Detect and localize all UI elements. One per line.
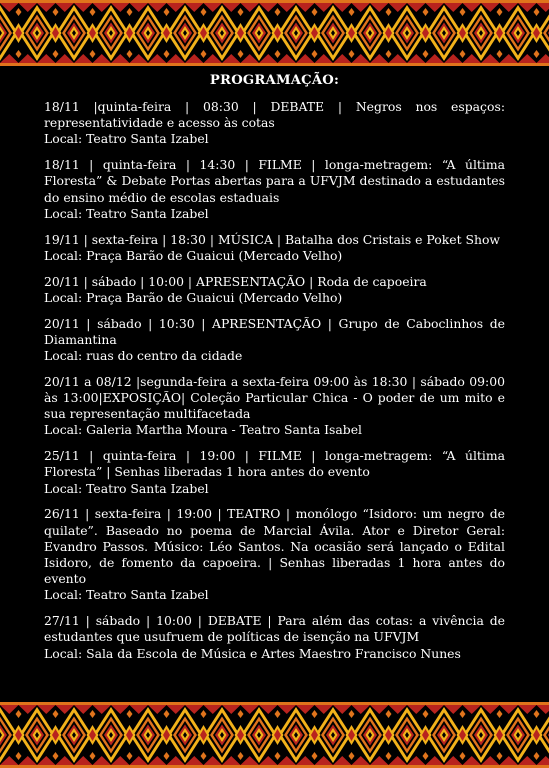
program-content [44, 72, 505, 671]
event-item [44, 157, 505, 222]
bottom-pattern-border [0, 702, 549, 768]
event-location: Local: Teatro Santa Izabel [44, 587, 209, 603]
event-location: Local: Teatro Santa Izabel [44, 480, 209, 496]
event-description: 20/11 | sábado | 10:30 | APRESENTAÇÃO | Grupo de Caboclinhos de Diamantina [44, 315, 505, 347]
event-description: 25/11 | quinta-feira | 19:00 | FILME | longa-metragem: “A última Floresta” | Senhas liberadas 1 hora antes do evento [44, 448, 505, 480]
event-location: Local: ruas do centro da cidade [44, 348, 243, 364]
event-item [44, 232, 505, 264]
top-pattern-border [0, 0, 549, 66]
diamond-pattern-top [0, 0, 549, 66]
event-item [44, 316, 505, 365]
event-item [44, 613, 505, 662]
event-item [44, 99, 505, 148]
event-list [44, 99, 505, 662]
event-description: 18/11 |quinta-feira | 08:30 | DEBATE | Negros nos espaços: representatividade e acesso às cotas [44, 99, 505, 131]
event-description: 20/11 a 08/12 |segunda-feira a sexta-feira 09:00 às 18:30 | sábado 09:00 às 13:00|EXPOSIÇÃO| Coleção Particular Chica - O poder de um mito e sua representação multifacetada [44, 373, 505, 422]
event-item [44, 448, 505, 497]
event-description: 27/11 | sábado | 10:00 | DEBATE | Para além das cotas: a vivência de estudantes que usufruem de políticas de isenção na UFVJM [44, 613, 505, 645]
event-item [44, 506, 505, 603]
event-location: Local: Praça Barão de Guaicui (Mercado Velho) [44, 289, 343, 305]
event-location: Local: Teatro Santa Izabel [44, 131, 209, 147]
event-item [44, 374, 505, 439]
event-item [44, 274, 505, 306]
page-title: PROGRAMAÇÃO: [209, 73, 340, 88]
diamond-pattern-bottom [0, 702, 549, 768]
event-location: Local: Galeria Martha Moura - Teatro Santa Isabel [44, 422, 363, 438]
event-location: Local: Sala da Escola de Música e Artes Maestro Francisco Nunes [44, 645, 461, 661]
event-description: 20/11 | sábado | 10:00 | APRESENTAÇÃO | Roda de capoeira [44, 273, 427, 289]
event-location: Local: Teatro Santa Izabel [44, 205, 209, 221]
event-description: 26/11 | sexta-feira | 19:00 | TEATRO | monólogo “Isidoro: um negro de quilate”. Baseado no poema de Marcial Ávila. Ator e Diretor Geral: Evandro Passos. Músico: Léo Santos. Na ocasião será lançado o Edital Isidoro, de fomento da capoeira. | Senhas liberadas 1 hora antes do evento [44, 506, 505, 587]
event-location: Local: Praça Barão de Guaicui (Mercado Velho) [44, 247, 343, 263]
event-description: 19/11 | sexta-feira | 18:30 | MÚSICA | Batalha dos Cristais e Poket Show [44, 231, 501, 247]
event-description: 18/11 | quinta-feira | 14:30 | FILME | longa-metragem: “A última Floresta” & Debate Portas abertas para a UFVJM destinado a estudantes do ensino médio de escolas estaduais [44, 157, 505, 205]
